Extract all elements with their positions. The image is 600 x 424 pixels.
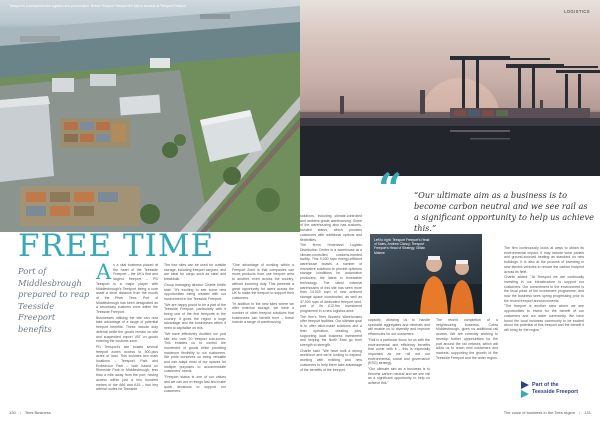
logo-line-1: Part of the (532, 382, 559, 388)
body-column-4 (300, 214, 362, 373)
page-number-right: 131 (584, 410, 591, 415)
paragraph: "Our ultimate aim as a business is to become carbon neutral and we see rail as a significant opportunity to help us achieve this." (368, 367, 430, 386)
paragraph: "We are happy proud to be a part of the Teesside Freeport, particularly with it being one of the first freeports in the country. It gives the region a huge advantage and the businesses within it need to capitalise on this. (164, 302, 226, 331)
paragraph: "Rail is a particular focus for us with the environmental and efficiency benefits that come with it – this is especially important as we roll out our environmental, social and governance (ESG) strategy. (368, 337, 430, 366)
article-standfirst: Port of Middlesbrough prepared to reap Teesside Freeport benefits (18, 266, 90, 334)
pull-quote: “Our ultimate aim as a business is to become carbon neutral and we see rail as a significant opportunity to help us achieve this.” (414, 190, 594, 233)
body-column-6 (436, 318, 498, 361)
aerial-port-photo (0, 0, 300, 232)
body-column-3 (232, 263, 294, 326)
body-column-1 (96, 260, 158, 393)
quote-mark-icon: “ (378, 164, 403, 213)
paragraph: Charlie said: "We have built a strong workforce and we're looking to expand, working with existing and new customers to help them take advantage of the benefits of the freeport. (300, 348, 362, 372)
paragraph: Businesses utilising the site can now take advantage of a range of potential freeport benefits. These include duty deferral while the goods remain on site and suspended import VAT on goods entering the customs zone. (96, 315, 158, 344)
section-tag: LOGISTICS (564, 9, 590, 14)
paragraph: The firm continuously looks at ways to obtain its environmental impact. It may include solar panels and ground-sourced heating as standard on new buildings. It is also at the process of investing in new electric vehicles to reduce the carbon footprint across its fleet. (504, 246, 584, 274)
paragraph: The firm's Hinterland Logistic Distribution Centre is a warehouse at a climate-controlled, customs-bonded facility. This 9,000 sqm energy-efficient warehouse boasts a number of innovative solutions to provide optimum storage conditions for automotive producers, the latest in renewable technology. The latest external warehouses of this site has seen more than 14,000 sqm of new ambient storage space constructed, as well as 37,000 sqm of dedicated freeport land, part of its £12.5m investment programme in a new logistics area. (300, 243, 362, 314)
paragraph: PD Teesport's site boasts several freeport zones access to 500-plus acres of land. This includes two main locations – Teesport, Park and Endeavour Park – both based on Riverside Park in Middlesbrough, less than a mile away from the port, having access within just a few hundred metres of the A66 and A19 – two key arterial routes for Teesside. (96, 344, 158, 392)
paragraph: "We have effectively doubled our port site into over 20 freeport sub-zones. This enables us to control the movement of goods while providing maximum flexibility to our customers. We pride ourselves on being versatile and can adapt most of our spaces for multiple purposes to accommodate customers' needs. (164, 331, 226, 374)
paragraph: s a vital business placed at the heart of the Teesside Freeport – the UK's first and largest freeport – PD Teesport is a major player with Middlesbrough's Teesport being a core asset a short distance from the mouth of the River Tees. Port of Middlesbrough has been designated as a secondary customs zone within the Teesside Freeport. (96, 263, 158, 315)
article-headline: FREE TIME (18, 228, 215, 264)
drop-cap: A (96, 260, 112, 284)
teesside-freeport-logo (521, 378, 591, 402)
paragraph: The recent completion of a neighbouring business, Cobra Middlesbrough, gives us additional rail access. We are currently working to develop further opportunities for the port around the rail network, which will allow us to reach new customers and markets, supporting the growth of the Teesside Freeport and the wider region. (436, 318, 498, 360)
footer-right: The voice of business in the Tees region | 131 (503, 410, 591, 415)
paragraph: solutions, including climate-controlled and ambient grade warehousing. Some of the warehousing also has customs-bonded status, which provides customers with additional options and flexibilities. (300, 214, 362, 242)
paragraph: "Freeport status is one of our values and we can act on things fast and make quick decisions to support our customers. (164, 375, 226, 394)
paragraph: "In addition to the new sites where we offer external storage, we have a number of other freeport solutions that businesses can benefit from – these include a range of warehousing (232, 301, 294, 325)
logo-line-2: Teesside Freeport (532, 389, 579, 395)
paragraph: The four sites can be used for outside storage, including freeport cargoes, and are ideal for cargo such as steel and breakbulk. (164, 263, 226, 282)
paragraph: "The freeport is another area where we see opportunities to invest for the benefit of our customers and our wider community. We have found the local business community to be excited about the potential of this freeport and the benefit it will bring for the region." (504, 304, 584, 332)
portrait-caption: Left to right: Teesport Freeport's Head of Sales, Andrew Clancy; Teesport Freeport's Head of Strategy, Gillian Malone (374, 238, 430, 255)
body-column-2 (164, 263, 226, 395)
paragraph: capacity, allowing us to handle specialist aggregates and minerals and will enable us to diversify and improve efficiencies for our customers. (368, 318, 430, 337)
aerial-port-illustration (0, 0, 300, 232)
port-cranes-photo (300, 0, 600, 176)
body-column-7 (504, 246, 584, 334)
paragraph: Charlie added: "At Teesport we are continually investing in our infrastructure to support our customers. Our commitment to the environment is the focal piece of the investment programme, and now the business sees spring progressing prior to the recent freeport announcements. (504, 275, 584, 303)
port-cranes-illustration (300, 0, 600, 176)
staff-portrait-photo (370, 234, 482, 314)
magazine-title: Tees Business (24, 410, 51, 415)
page-number-left: 130 (9, 410, 16, 415)
paragraph: "One advantage of working within a Freeport Zone is that companies can move products from one freeport area to another, even across the country, without incurring duty. This presents a great opportunity for users across the UK to make the freeport to support their customers. (232, 263, 294, 300)
aerial-photo-caption: Teesport is a comprehensive logistics and port solution. Below: Freeport Teesport the key to success at Teesport Freeport (9, 4, 187, 8)
paragraph: The firm's Tees Bonded Warehouses offer freeport facilities. Our ultimate goal is to offer tailor-made solutions and a lean operation, creating jobs, supporting local business investment and helping the North East go from strength to strength. (300, 314, 362, 347)
paragraph: Group managing director Charlie Kettle said: "It's exciting to see some new opportunities being created with our involvement in the Teesside Freeport. (164, 282, 226, 301)
magazine-tagline: The voice of business in the Tees region (503, 410, 576, 415)
footer-left: 130 | Tees Business (9, 410, 51, 415)
body-column-5 (368, 318, 430, 387)
freeport-logo-icon (521, 381, 531, 399)
